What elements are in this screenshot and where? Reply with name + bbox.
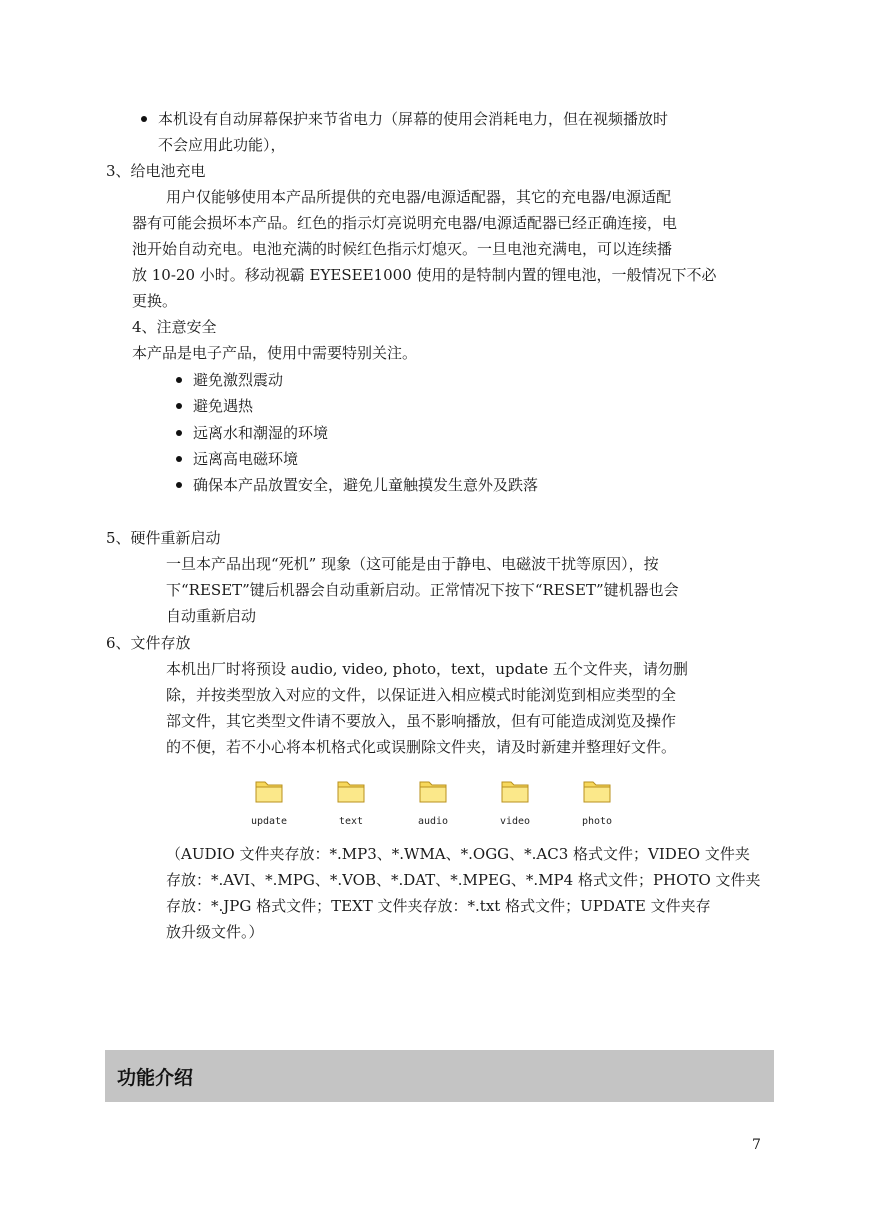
charge-paragraph-line: 更换。 bbox=[132, 292, 178, 310]
heading-safety: 4、注意安全 bbox=[132, 318, 217, 336]
storage-paragraph-line: 部文件，其它类型文件请不要放入，虽不影响播放，但有可能造成浏览及操作 bbox=[166, 712, 677, 730]
folder-icon bbox=[254, 776, 284, 806]
screen-saver-bullet: 本机设有自动屏幕保护来节省电力（屏幕的使用会消耗电力，但在视频播放时 bbox=[158, 106, 668, 132]
section-title: 功能介绍 bbox=[117, 1067, 194, 1089]
folder-audio bbox=[403, 776, 463, 836]
section-heading-bar bbox=[105, 1050, 774, 1102]
heading-hardware-restart: 5、硬件重新启动 bbox=[106, 529, 221, 547]
file-types-note-line: 存放：*.AVI、*.MPG、*.VOB、*.DAT、*.MPEG、*.MP4 格式文件；PHOTO 文件夹 bbox=[166, 871, 761, 889]
folder-video bbox=[485, 776, 545, 836]
safety-bullet: 避免遇热 bbox=[193, 393, 253, 419]
safety-intro: 本产品是电子产品，使用中需要特别关注。 bbox=[132, 344, 418, 362]
folder-text bbox=[321, 776, 381, 836]
folder-label: audio bbox=[417, 816, 449, 827]
file-types-note-line: （AUDIO 文件夹存放：*.MP3、*.WMA、*.OGG、*.AC3 格式文件；VIDEO 文件夹 bbox=[166, 845, 750, 863]
charge-paragraph-line: 池开始自动充电。电池充满的时候红色指示灯熄灭。一旦电池充满电，可以连续播 bbox=[132, 240, 673, 258]
file-types-note-line: 存放：*.JPG 格式文件；TEXT 文件夹存放：*.txt 格式文件；UPDATE 文件夹存 bbox=[166, 897, 711, 915]
charge-paragraph-line: 用户仅能够使用本产品所提供的充电器/电源适配器，其它的充电器/电源适配 bbox=[166, 188, 672, 206]
storage-paragraph-line: 的不便，若不小心将本机格式化或误删除文件夹，请及时新建并整理好文件。 bbox=[166, 738, 677, 756]
safety-bullet: 确保本产品放置安全，避免儿童触摸发生意外及跌落 bbox=[193, 472, 538, 498]
heading-charge-battery: 3、给电池充电 bbox=[106, 162, 206, 180]
heading-file-storage: 6、文件存放 bbox=[106, 634, 191, 652]
charge-paragraph-line: 器有可能会损坏本产品。红色的指示灯亮说明充电器/电源适配器已经正确连接，电 bbox=[132, 214, 678, 232]
folder-label: text bbox=[338, 816, 364, 827]
folder-icon bbox=[418, 776, 448, 806]
folder-icon bbox=[582, 776, 612, 806]
screen-saver-bullet-cont: 不会应用此功能）， bbox=[158, 136, 286, 154]
storage-paragraph-line: 本机出厂时将预设 audio, video, photo，text，update 五个文件夹，请勿删 bbox=[166, 660, 688, 678]
storage-paragraph-line: 除，并按类型放入对应的文件，以保证进入相应模式时能浏览到相应类型的全 bbox=[166, 686, 677, 704]
folder-label: update bbox=[250, 816, 288, 827]
restart-paragraph-line: 下“RESET”键后机器会自动重新启动。正常情况下按下“RESET”键机器也会 bbox=[166, 581, 679, 599]
folder-icon bbox=[500, 776, 530, 806]
page-number: 7 bbox=[752, 1137, 761, 1153]
folder-icon bbox=[336, 776, 366, 806]
restart-paragraph-line: 自动重新启动 bbox=[166, 607, 257, 625]
folder-label: video bbox=[499, 816, 531, 827]
folder-update bbox=[239, 776, 299, 836]
folder-label: photo bbox=[581, 816, 613, 827]
safety-bullet: 远离高电磁环境 bbox=[193, 446, 298, 472]
safety-bullet: 远离水和潮湿的环境 bbox=[193, 420, 328, 446]
safety-bullet: 避免激烈震动 bbox=[193, 367, 283, 393]
charge-paragraph-line: 放 10-20 小时。移动视霸 EYESEE1000 使用的是特制内置的锂电池，一般情况下不必 bbox=[132, 266, 717, 284]
file-types-note-line: 放升级文件。） bbox=[166, 923, 264, 941]
folder-photo bbox=[567, 776, 627, 836]
restart-paragraph-line: 一旦本产品出现“死机” 现象（这可能是由于静电、电磁波干扰等原因），按 bbox=[166, 555, 659, 573]
